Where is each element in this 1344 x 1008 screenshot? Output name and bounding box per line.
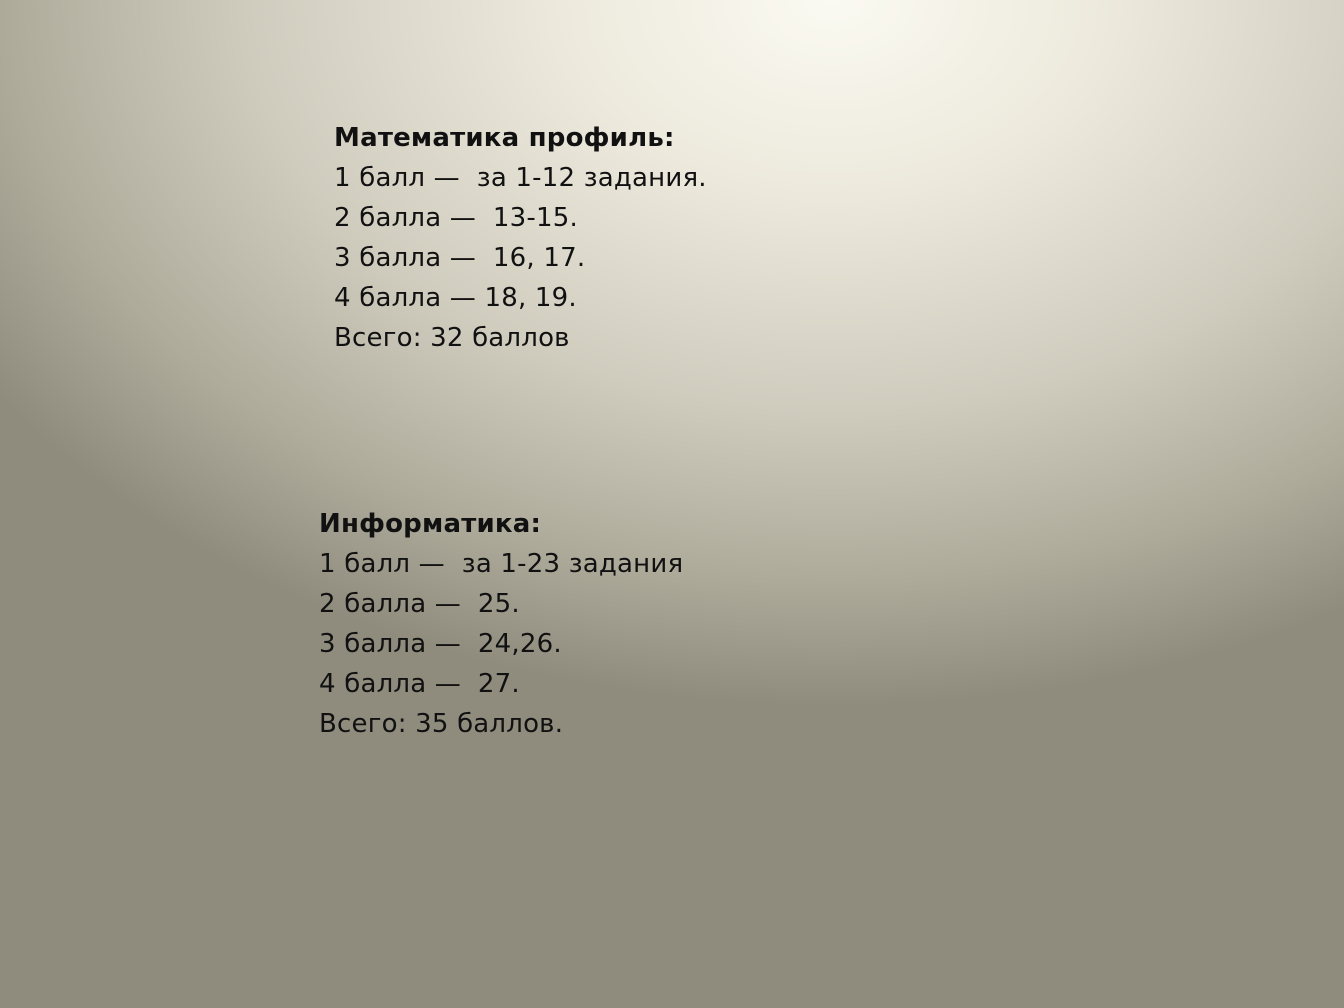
math-heading: Математика профиль: [334,123,675,153]
math-line-2: 2 балла — 13-15. [334,203,578,233]
informatics-heading: Информатика: [319,509,542,539]
math-line-3: 3 балла — 16, 17. [334,243,586,273]
informatics-total: Всего: 35 баллов. [319,709,564,739]
math-line-4: 4 балла — 18, 19. [334,283,577,313]
math-section [334,118,707,358]
math-line-1: 1 балл — за 1-12 задания. [334,163,707,193]
informatics-line-3: 3 балла — 24,26. [319,629,562,659]
informatics-line-2: 2 балла — 25. [319,589,520,619]
math-total: Всего: 32 баллов [334,323,570,353]
informatics-line-1: 1 балл — за 1-23 задания [319,549,684,579]
informatics-section [319,504,683,744]
informatics-line-4: 4 балла — 27. [319,669,520,699]
